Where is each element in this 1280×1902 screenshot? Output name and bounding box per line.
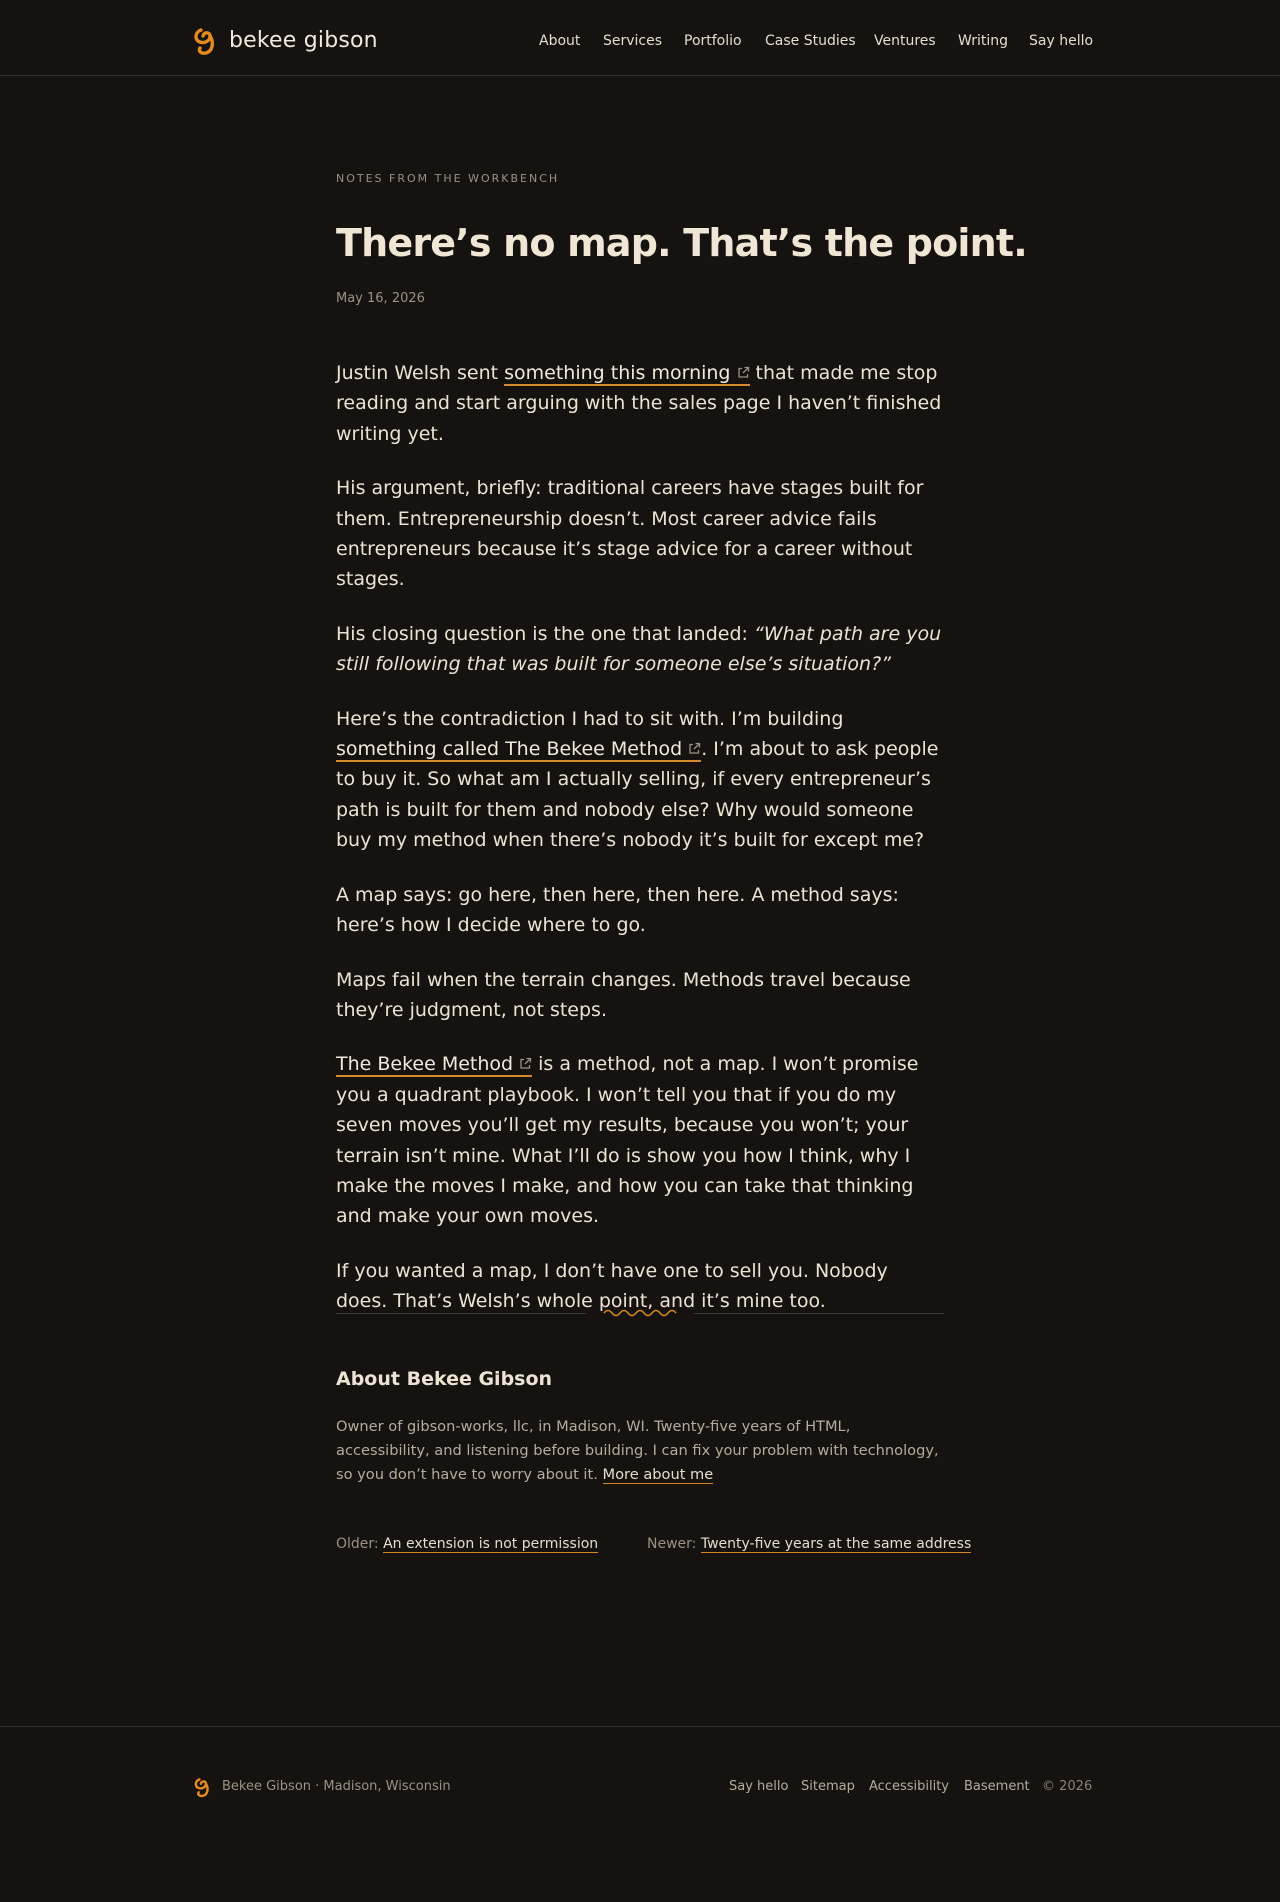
paragraph: Here’s the contradiction I had to sit with. I’m building something called The Bekee Method . I’m about to ask people to buy it. So what am I actually selling, if every entrepreneur’s path is built for them and nobody else? Why would someone buy my method when there’s nobody it’s built for except me?: [336, 707, 939, 852]
nav-writing[interactable]: Writing: [958, 33, 1008, 49]
closing-question-quote: “What path are you still following that was built for someone else’s situation?”: [336, 622, 942, 676]
footer-owner: Bekee Gibson · Madison, Wisconsin: [222, 1779, 451, 1794]
site-title[interactable]: bekee gibson: [229, 28, 378, 53]
about-text: Owner of gibson-works, llc, in Madison, WI. Twenty-five years of HTML, accessibility, and listening before building. I can fix your problem with technology, so you don’t have to worry about it. More about me: [336, 1418, 939, 1483]
eyebrow: NOTES FROM THE WORKBENCH: [336, 172, 560, 185]
older-post: Older: An extension is not permission: [336, 1536, 599, 1552]
nav-case-studies[interactable]: Case Studies: [765, 33, 856, 49]
divider-line: [336, 1313, 586, 1314]
footer-say-hello-link[interactable]: Say hello: [729, 1779, 789, 1794]
footer-sitemap-link[interactable]: Sitemap: [801, 1779, 855, 1794]
main-nav: [0, 28, 1280, 54]
article-body: [336, 358, 944, 1341]
paragraph: Justin Welsh sent something this morning that made me stop reading and start arguing with the sales page I haven’t finished writing yet.: [336, 362, 942, 445]
nav-services[interactable]: Services: [603, 33, 663, 49]
paragraph: A map says: go here, then here, then here. A method says: here’s how I decide where to go.: [336, 883, 899, 937]
paragraph: The Bekee Method is a method, not a map. I won’t promise you a quadrant playbook. I won’t tell you that if you do my seven moves you’ll get my results, because you won’t; your terrain isn’t mine. What I’ll do is show you how I think, why I make the moves I make, and how you can take that thinking and make your own moves.: [336, 1053, 919, 1228]
older-post-link[interactable]: An extension is not permission: [383, 1536, 599, 1552]
paragraph: His argument, briefly: traditional careers have stages built for them. Entrepreneurship doesn’t. Most career advice fails entrepreneurs because it’s stage advice for a career without stages.: [336, 477, 924, 591]
about-heading: About Bekee Gibson: [336, 1368, 553, 1390]
newer-post-link[interactable]: Twenty-five years at the same address: [700, 1536, 972, 1552]
post-date: May 16, 2026: [336, 291, 425, 306]
more-about-me-link[interactable]: More about me: [602, 1466, 714, 1483]
paragraph: If you wanted a map, I don’t have one to sell you. Nobody does. That’s Welsh’s whole point, and it’s mine too.: [336, 1259, 888, 1313]
paragraph: Maps fail when the terrain changes. Methods travel because they’re judgment, not steps.: [336, 968, 911, 1021]
paragraph: His closing question is the one that landed: “What path are you still following that was built for someone else’s situation?”: [336, 622, 942, 676]
external-link-icon: [688, 742, 701, 755]
divider-line: [694, 1313, 944, 1314]
external-link-icon: [737, 366, 750, 379]
squiggle-divider-icon: [602, 1305, 678, 1321]
site-footer: [0, 1726, 1280, 1902]
footer-copyright: © 2026: [1042, 1779, 1093, 1794]
site-header: [0, 0, 1280, 76]
external-link-icon: [519, 1057, 532, 1070]
bekee-logo-icon[interactable]: [193, 1777, 213, 1799]
nav-portfolio[interactable]: Portfolio: [684, 33, 742, 49]
external-link-the-bekee-method[interactable]: The Bekee Method: [336, 1053, 532, 1077]
footer-accessibility-link[interactable]: Accessibility: [869, 1779, 949, 1794]
post-navigation: [336, 1536, 972, 1558]
footer-basement-link[interactable]: Basement: [964, 1779, 1030, 1794]
post-title: There’s no map. That’s the point.: [336, 221, 1027, 265]
nav-say-hello[interactable]: Say hello: [1029, 33, 1094, 49]
newer-post: Newer: Twenty-five years at the same address: [647, 1536, 972, 1552]
nav-ventures[interactable]: Ventures: [874, 33, 936, 49]
external-link-something-this-morning[interactable]: something this morning: [504, 362, 749, 386]
external-link-bekee-method[interactable]: something called The Bekee Method: [336, 738, 701, 762]
section-divider: [336, 1300, 944, 1326]
nav-about[interactable]: About: [539, 33, 581, 49]
